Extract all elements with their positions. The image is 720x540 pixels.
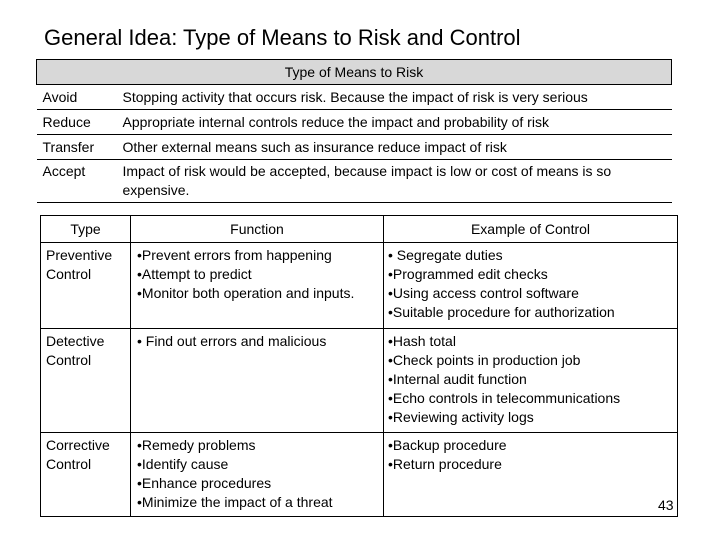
column-header-function: Function [131,216,384,243]
example-item: •Internal audit function [388,371,527,387]
control-type-table [40,215,678,517]
function-item-text: •Monitor both operation and inputs. [137,285,355,301]
function-item: •Prevent errors from happening [137,247,332,263]
risk-row-reduce [37,110,672,135]
example-item: •Echo controls in telecommunications [388,390,621,406]
risk-type-cell: Accept [37,160,123,203]
risk-type-cell: Transfer [37,135,123,160]
risk-type-cell: Reduce [37,110,123,135]
risk-row-accept [37,160,672,203]
function-item: •Minimize the impact of a threat [137,494,333,510]
example-item: •Return procedure [388,456,502,472]
risk-table-header: Type of Means to Risk [37,60,672,85]
control-example-cell [384,329,678,433]
control-row-corrective [41,433,678,517]
risk-description-cell: Other external means such as insurance reduce impact of risk [123,135,672,160]
column-header-type: Type [41,216,131,243]
control-function-cell [131,433,384,517]
function-item: •Attempt to predict [137,266,252,282]
control-row-detective [41,329,678,433]
risk-description-cell: Impact of risk would be accepted, because impact is low or cost of means is so expensive. [123,160,672,203]
control-type-cell [41,433,131,517]
function-item: •Remedy problems [137,437,256,453]
example-item: •Check points in production job [388,352,581,368]
example-item: •Suitable procedure for authorization [388,304,615,320]
control-type-line: Control [46,352,92,368]
example-item: •Reviewing activity logs [388,409,534,425]
control-type-line: Corrective [46,437,110,453]
function-item [137,284,383,303]
column-header-example: Example of Control [384,216,678,243]
risk-means-table [36,59,672,203]
control-type-line: Control [46,456,92,472]
control-type-line: Control [46,266,92,282]
example-item: •Backup procedure [388,437,507,453]
example-item: •Programmed edit checks [388,266,548,282]
control-type-line: Detective [46,333,105,349]
risk-description-cell: Stopping activity that occurs risk. Because the impact of risk is very serious [123,85,672,110]
risk-row-transfer [37,135,672,160]
control-row-preventive [41,243,678,329]
function-item: • Find out errors and malicious [137,333,327,349]
control-function-cell [131,243,384,329]
control-type-line: Preventive [46,247,113,263]
risk-description-cell: Appropriate internal controls reduce the impact and probability of risk [123,110,672,135]
control-example-cell [384,433,678,517]
control-type-cell [41,243,131,329]
function-item: •Enhance procedures [137,475,272,491]
risk-type-cell: Avoid [37,85,123,110]
page-number: 43 [658,497,674,513]
example-item: •Hash total [388,333,456,349]
risk-row-avoid [37,85,672,110]
function-item: •Identify cause [137,456,229,472]
risk-table-header-row [37,60,672,85]
slide-title: General Idea: Type of Means to Risk and Control [44,25,521,50]
control-table-header-row [41,216,678,243]
example-item: •Using access control software [388,285,579,301]
control-example-cell [384,243,678,329]
control-function-cell [131,329,384,433]
control-type-cell [41,329,131,433]
example-item: • Segregate duties [388,247,503,263]
